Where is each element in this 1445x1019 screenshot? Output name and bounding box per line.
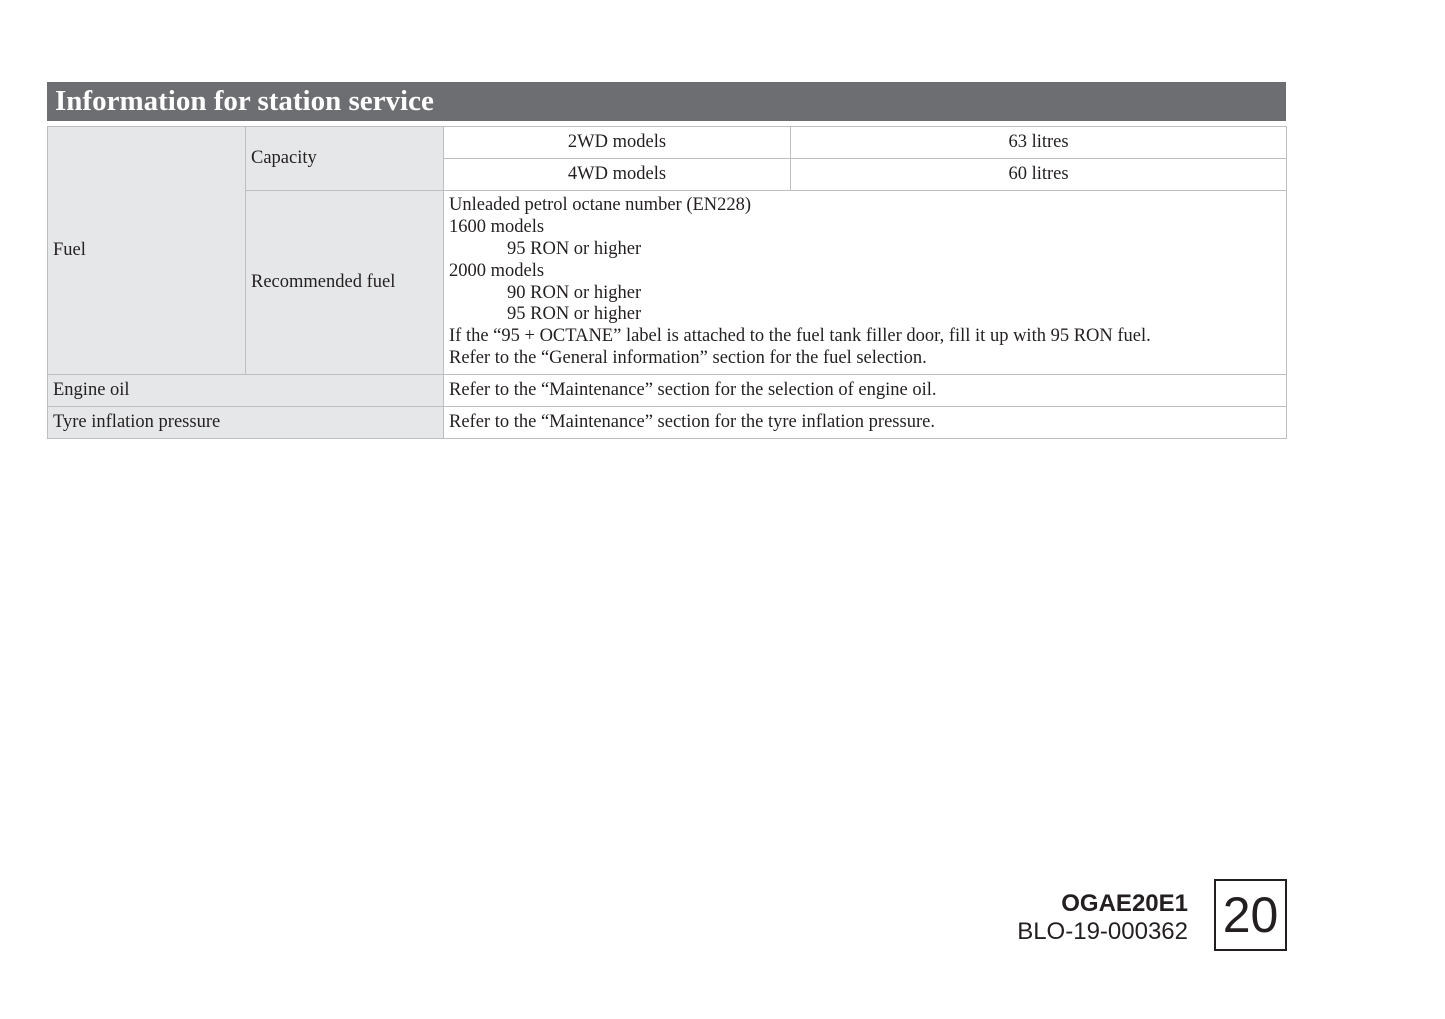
- fuel-line-1600-models: 1600 models: [449, 217, 545, 238]
- table-row: [48, 127, 1287, 159]
- recommended-fuel-details: [444, 191, 1287, 375]
- table-row: [48, 375, 1287, 407]
- section-header: [47, 82, 1286, 121]
- capacity-model-2wd: 2WD models: [444, 127, 791, 159]
- fuel-line-2000-ron-90: 90 RON or higher: [507, 282, 642, 303]
- capacity-label: Capacity: [246, 127, 444, 191]
- capacity-value-4wd: 60 litres: [791, 159, 1287, 191]
- document-code-primary: OGAE20E1: [1061, 890, 1188, 917]
- fuel-line-2000-ron-95: 95 RON or higher: [507, 304, 642, 325]
- tyre-pressure-value: Refer to the “Maintenance” section for the tyre inflation pressure.: [444, 407, 1287, 439]
- section-title: Information for station service: [55, 85, 434, 117]
- table-row: [48, 407, 1287, 439]
- fuel-line-2000-models: 2000 models: [449, 260, 545, 281]
- fuel-label: Fuel: [48, 127, 246, 375]
- capacity-value-2wd: 63 litres: [791, 127, 1287, 159]
- engine-oil-label: Engine oil: [48, 375, 444, 407]
- tyre-pressure-label: Tyre inflation pressure: [48, 407, 444, 439]
- page-number: 20: [1214, 879, 1287, 951]
- fuel-line-reference: Refer to the “General information” section for the fuel selection.: [449, 347, 927, 368]
- recommended-fuel-label: Recommended fuel: [246, 191, 444, 375]
- fuel-line-1600-ron: 95 RON or higher: [507, 238, 642, 259]
- fuel-line-label-note: If the “95 + OCTANE” label is attached to the fuel tank filler door, fill it up with 95 RON fuel.: [449, 326, 1151, 347]
- fuel-line-octane: Unleaded petrol octane number (EN228): [449, 195, 752, 216]
- station-service-table: [47, 126, 1287, 439]
- document-code-secondary: BLO-19-000362: [1017, 918, 1188, 945]
- document-code: [1017, 890, 1188, 946]
- capacity-model-4wd: 4WD models: [444, 159, 791, 191]
- engine-oil-value: Refer to the “Maintenance” section for the selection of engine oil.: [444, 375, 1287, 407]
